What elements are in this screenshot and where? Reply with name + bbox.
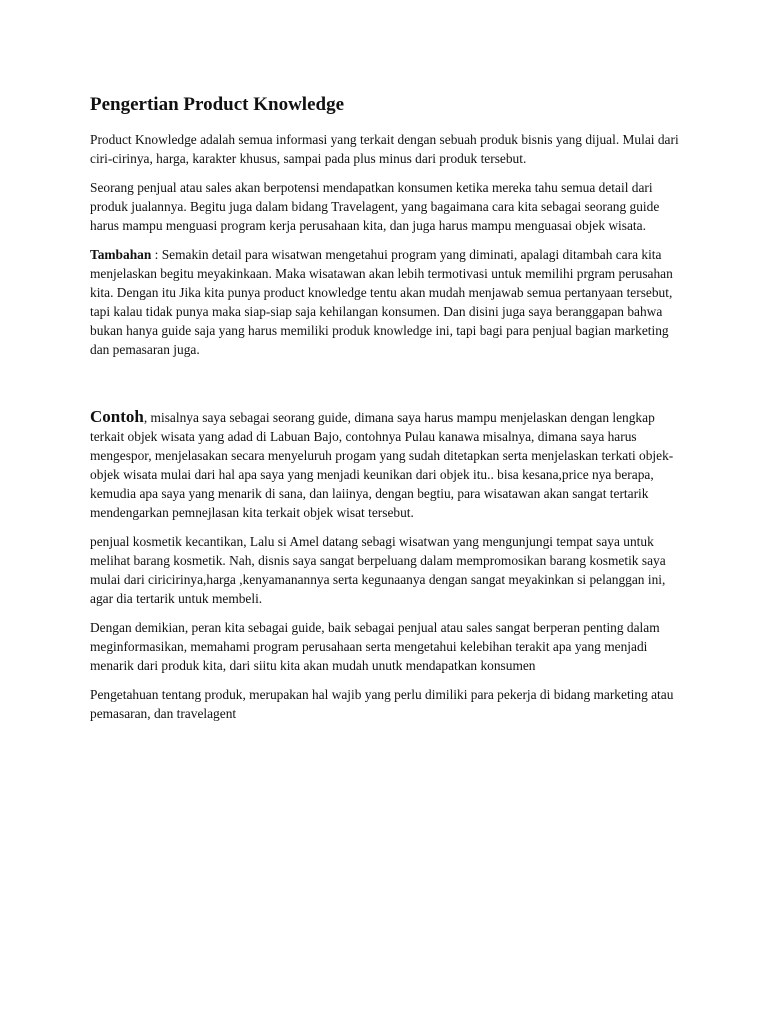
tambahan-text: : Semakin detail para wisatwan mengetahui program yang diminati, apalagi ditambah cara kita menjelaskan begitu meyakinkaan. Maka wisatawan akan lebih termotivasi untuk memilihi prgram perusahan kita. Dengan itu Jika kita punya product knowledge tentu akan mudah menjawab semua pertanyaan tersebut, tapi kalau tidak punya maka siap-siap saja kehilangan konsumen. Dan disini juga saya beranggapan bahwa bukan hanya guide saja yang harus memiliki produk knowledge ini, tapi bagi para penjual bagian marketing dan pemasaran juga. bbox=[90, 247, 673, 357]
tambahan-label: Tambahan bbox=[90, 247, 152, 262]
paragraph-kosmetik: penjual kosmetik kecantikan, Lalu si Amel datang sebagi wisatwan yang mengunjungi tempat saya untuk melihat barang kosmetik. Nah, disnis saya sangat berpeluang dalam mempromosikan barang kosmetik saya mulai dari ciricirinya,harga ,kenyamanannya serta kegunaanya dengan sangat meyakinkan si pelanggan ini, agar dia tertarik untuk membeli. bbox=[90, 534, 666, 606]
contoh-label: Contoh bbox=[90, 407, 144, 426]
paragraph-contoh bbox=[90, 407, 690, 522]
paragraph-sales: Seorang penjual atau sales akan berpotensi mendapatkan konsumen ketika mereka tahu semua detail dari produk jualannya. Begitu juga dalam bidang Travelagent, yang bagaimana cara kita sebagai seorang guide harus mampu menguasi program kerja perusahaan kita, dan juga harus mampu menguasai objek wisata. bbox=[90, 180, 660, 233]
paragraph-conclusion: Dengan demikian, peran kita sebagai guide, baik sebagai penjual atau sales sangat berperan penting dalam meginformasikan, memahami program perusahaan serta mengetahui kelebihan terakit apa yang menjadi menarik dari produk kita, dari siitu kita akan mudah unutk mendapatkan konsumen bbox=[90, 620, 660, 673]
document-title: Pengertian Product Knowledge bbox=[90, 94, 345, 115]
document-page bbox=[90, 94, 690, 733]
paragraph-tambahan bbox=[90, 245, 690, 359]
contoh-text: , misalnya saya sebagai seorang guide, dimana saya harus mampu menjelaskan dengan lengkap terkait objek wisata yang adad di Labuan Bajo, contohnya Pulau kanawa misalnya, dimana saya harus mengespor, menjelasakan secara menyeluruh progam yang sudah ditetapkan serta menjelaskan terkati objek-objek wisata mulai dari hal apa saya yang menjadi keunikan dari objek itu.. bisa kesana,price nya berapa, kemudia apa saya yang menarik di sana, dan laiinya, dengan begtiu, para wisatawan akan sangat tertarik mendengarkan pemnejlasan kita terkait objek wisat tersebut. bbox=[90, 410, 674, 520]
paragraph-gap bbox=[90, 369, 690, 407]
paragraph-definition: Product Knowledge adalah semua informasi yang terkait dengan sebuah produk bisnis yang dijual. Mulai dari ciri-cirinya, harga, karakter khusus, sampai pada plus minus dari produk tersebut. bbox=[90, 132, 679, 166]
paragraph-closing: Pengetahuan tentang produk, merupakan hal wajib yang perlu dimiliki para pekerja di bidang marketing atau pemasaran, dan travelagent bbox=[90, 687, 674, 721]
